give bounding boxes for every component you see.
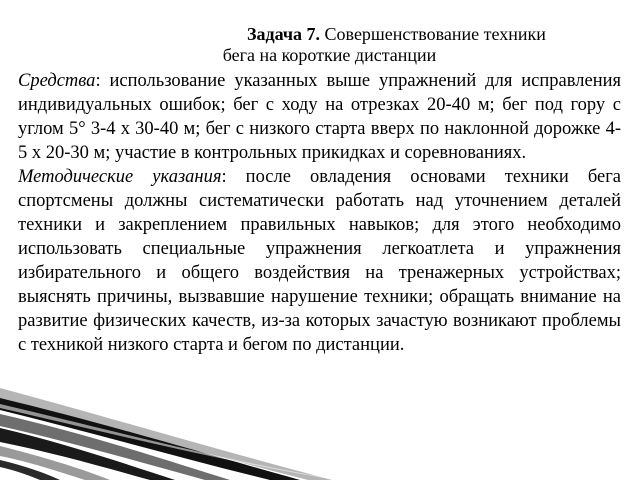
text-block [18, 24, 621, 357]
means-paragraph [18, 69, 621, 165]
guidelines-term: Методические указания [18, 167, 222, 187]
means-term: Средства [18, 71, 96, 91]
task-title-continuation: бега на короткие дистанции [222, 45, 437, 65]
task-title-text: Совершенствование техники [320, 24, 546, 44]
swoosh-lines [0, 388, 340, 480]
task-title [18, 24, 621, 45]
guidelines-paragraph [18, 165, 621, 357]
guidelines-text: : после овладения основами техники бега спортсмены должны систематически работать над уточнением деталей техники и закреплением правильных навыков; для этого необходимо использовать специальные упражнения легкоатлета и упражнения избирательного и общего воздействия на тренажерных устройствах; выяснять причины, вызвавшие нарушение техники; обращать внимание на развитие физических качеств, из-за которых зачастую возникают проблемы с техникой низкого старта и бегом по дистанции. [18, 167, 621, 355]
means-text: : использование указанных выше упражнений для исправления индивидуальных ошибок; бег с ходу на отрезках 20-40 м; бег под гору с углом 5° 3-4 х 30-40 м; бег с низкого старта вверх по наклонной дорожке 4-5 х 20-30 м; участие в контрольных прикидках и соревнованиях. [18, 71, 621, 163]
task-number: Задача 7. [247, 24, 321, 44]
